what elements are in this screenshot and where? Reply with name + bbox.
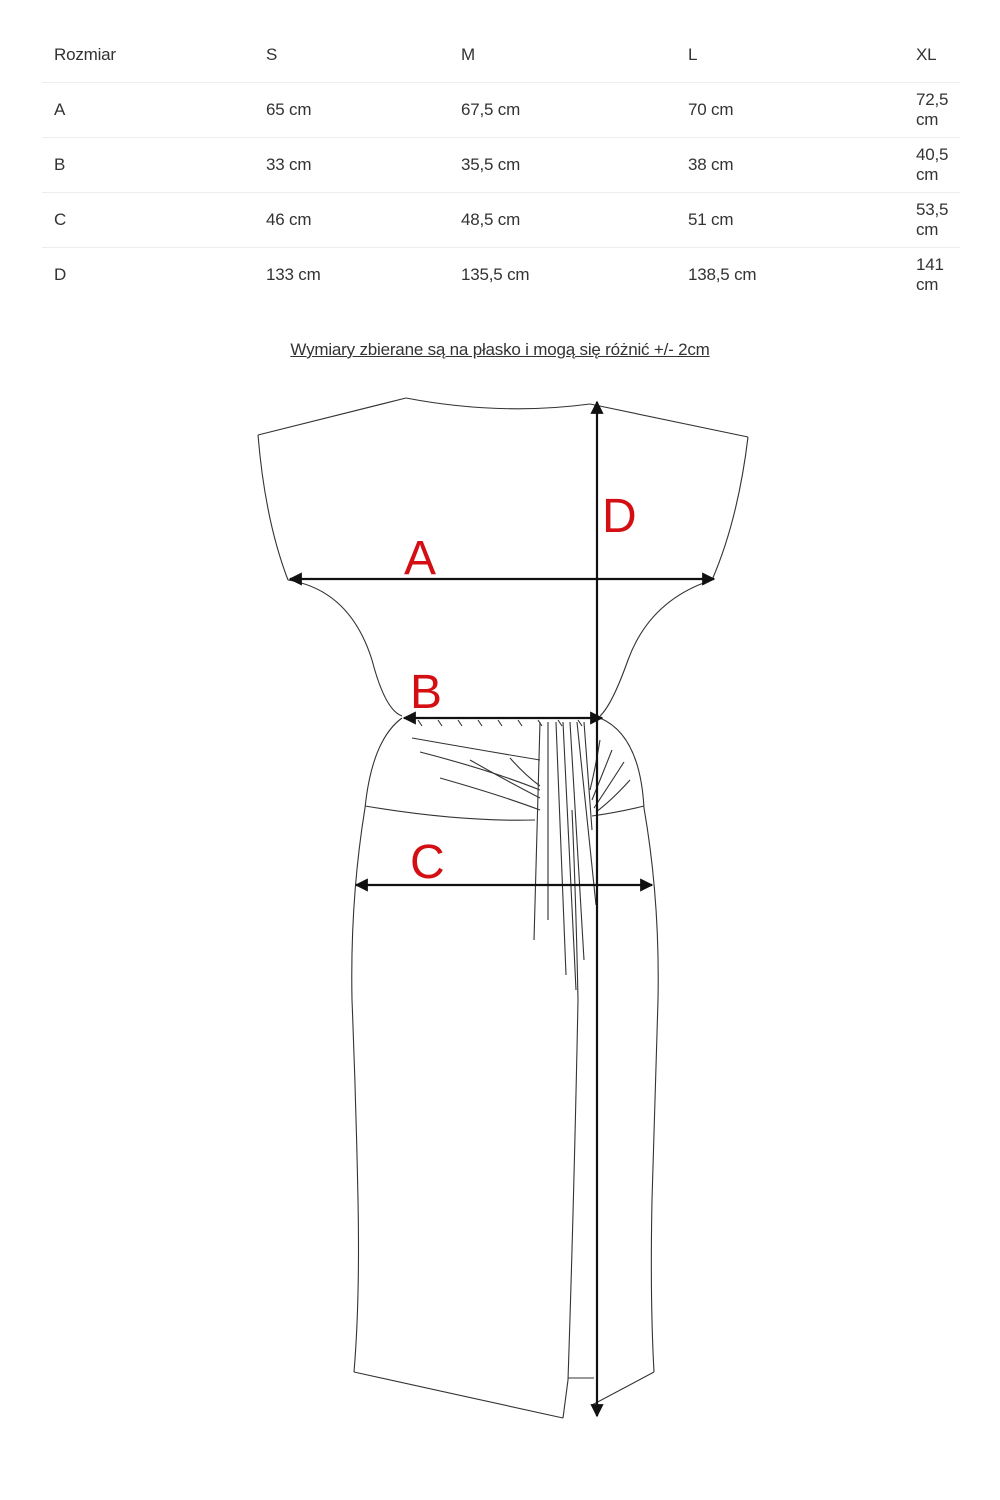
table-row <box>42 138 960 193</box>
dress-outline <box>258 398 748 1418</box>
table-cell: 141 cm <box>916 255 944 294</box>
measurement-note: Wymiary zbierane są na płasko i mogą się różnić +/- 2cm <box>290 340 710 359</box>
table-cell: 48,5 cm <box>449 193 676 248</box>
header-cell: XL <box>904 28 960 83</box>
size-table <box>42 28 960 302</box>
row-label: A <box>42 83 254 138</box>
table-cell: 135,5 cm <box>461 265 530 284</box>
table-cell: 46 cm <box>254 193 449 248</box>
table-row <box>42 193 960 248</box>
table-row <box>42 248 960 303</box>
table-cell: 65 cm <box>254 83 449 138</box>
table-cell: 67,5 cm <box>449 83 676 138</box>
row-label: C <box>42 193 254 248</box>
table-header-row <box>42 28 960 83</box>
table-cell: 40,5 cm <box>904 138 960 193</box>
table-cell: 70 cm <box>676 83 904 138</box>
table-cell: 138,5 cm <box>688 265 757 284</box>
header-cell: Rozmiar <box>42 28 254 83</box>
label-b: B <box>410 666 443 719</box>
label-a: A <box>404 532 437 585</box>
table-cell: 33 cm <box>254 138 449 193</box>
header-cell: S <box>254 28 449 83</box>
table-row <box>42 83 960 138</box>
table-cell: 133 cm <box>266 265 321 284</box>
table-cell: 51 cm <box>676 193 904 248</box>
table-cell: 35,5 cm <box>449 138 676 193</box>
row-label: B <box>42 138 254 193</box>
header-cell: L <box>676 28 904 83</box>
dress-diagram <box>0 380 1000 1440</box>
label-c: C <box>410 836 445 889</box>
row-label: D <box>54 265 67 284</box>
header-cell: M <box>449 28 676 83</box>
table-cell: 53,5 cm <box>904 193 960 248</box>
label-d: D <box>602 490 637 543</box>
table-cell: 72,5 cm <box>904 83 960 138</box>
table-cell: 38 cm <box>676 138 904 193</box>
